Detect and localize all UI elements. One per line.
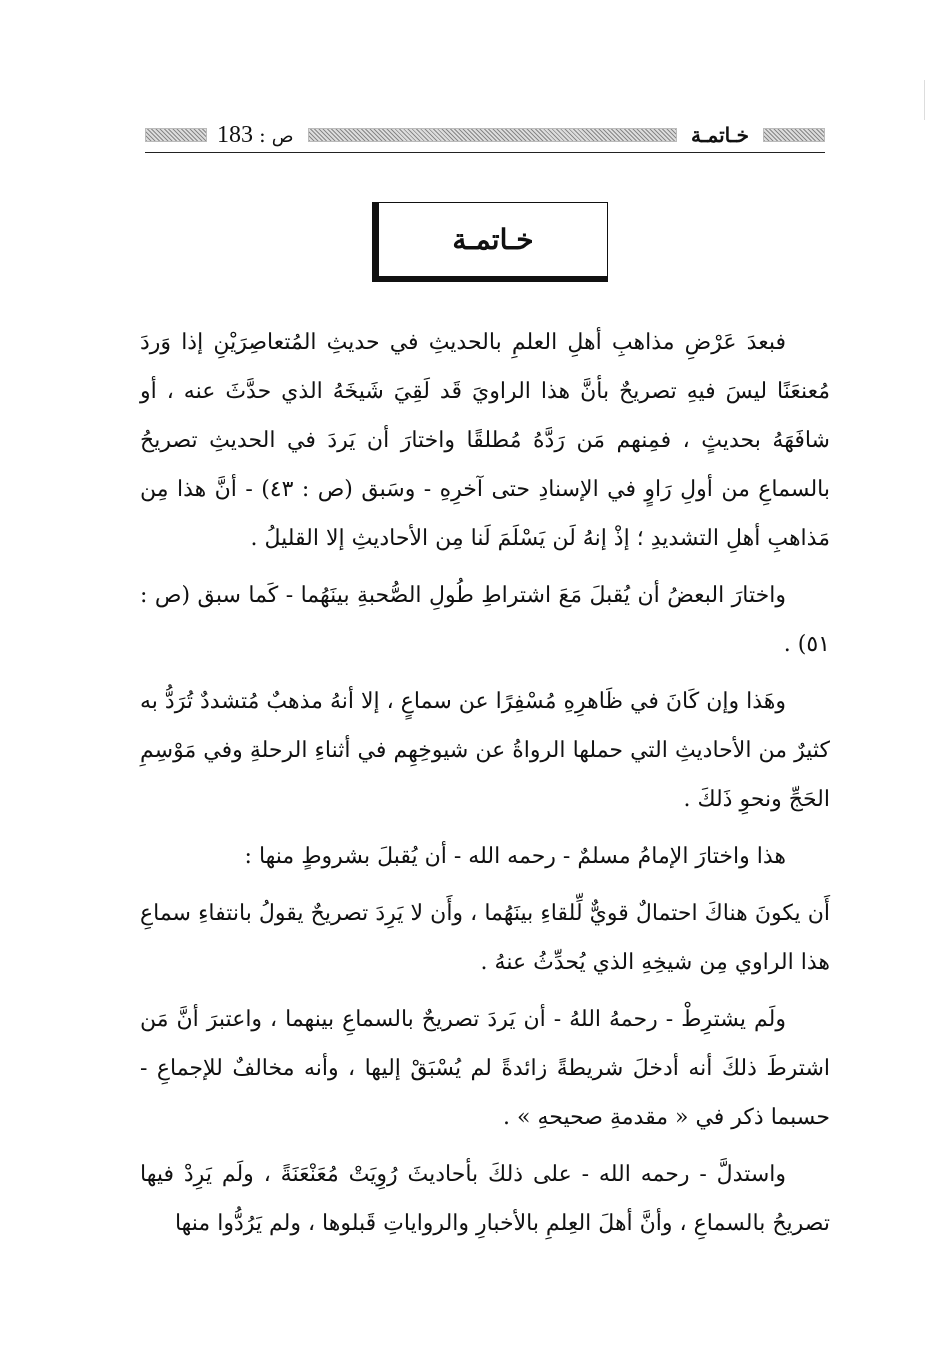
paragraph: وهَذا وإن كَانَ في ظَاهرِهِ مُسْفِرًا عن سماعٍ ، إلا أنهُ مذهبٌ مُتشددٌ تُرَدُّ به كثيرٌ من الأحاديثِ التي حملها الرواةُ عن شيوخِهِم في أثناءِ الرحلةِ وفي مَوْسِمِ الحَجِّ ونحوِ ذَلكَ . [140,689,830,812]
header-ornament-middle [308,128,677,142]
header-ornament-left [145,128,207,142]
body-text [140,318,830,1256]
running-title: خـاتمـة [690,123,749,147]
header-ornament-right [763,128,825,142]
paragraph: ولَم يشترِطْ - رحمهُ اللهُ - أن يَردَ تصريحٌ بالسماعِ بينهما ، واعتبرَ أنَّ مَن اشترطَ ذلكَ أنه أدخلَ شريطةً زائدةً لم يُسْبَقْ إليها ، وأنه مخالفٌ للإجماعِ - حسبما ذكر في « مقدمةِ صحيحهِ » . [140,1007,830,1130]
page-number-colon: : [259,122,266,147]
margin-mark [924,80,925,120]
paragraph: واختارَ البعضُ أن يُقبلَ مَعَ اشتراطِ طُولِ الصُّحبةِ بينَهُما - كَما سبق (ص : ٥١) . [140,583,830,657]
page-header [145,118,825,153]
chapter-title-box [372,202,608,282]
page-label: ص [271,125,294,147]
paragraph: أَن يكونَ هناكَ احتمالٌ قويٌّ لِّلقاءِ بينَهُما ، وأَن لا يَرِدَ تصريحٌ يقولُ بانتفاءِ سماعِ هذا الراوي مِن شيخِهِ الذي يُحدِّثُ عنهُ . [140,901,830,975]
paragraph: واستدلَّ - رحمه الله - على ذلكَ بأحاديثَ رُوِيَتْ مُعَنْعَنَةً ، ولَم يَرِدْ فيها تصريحُ بالسماعِ ، وأنَّ أهلَ العِلمِ بالأخبارِ والرواياتِ قَبلوها ، ولم يَرُدُّوا منها [140,1162,830,1236]
chapter-title: خـاتمـة [452,223,534,256]
paragraph: هذا واختارَ الإمامُ مسلمٌ - رحمه الله - أن يُقبلَ بشروطٍ منها : [244,844,786,869]
paragraph: فبعدَ عَرْضِ مذاهبِ أهلِ العلمِ بالحديثِ في حديثِ المُتعاصِرَيْنِ إذا وَردَ مُعنعَنًا ليسَ فيهِ تصريحٌ بأنَّ هذا الراويَ قَد لَقِيَ شَيخَهُ الذي حدَّثَ عنه ، أو شافَهَهُ بحديثٍ ، فمِنهم مَن رَدَّهُ مُطلقًا واختارَ أن يَردَ في الحديثِ تصريحُ بالسماعِ من أولِ رَاوٍ في الإسنادِ حتى آخرِهِ - وسَبق (ص : ٤٣) - أنَّ هذا مِن مَذاهبِ أهلِ التشديدِ ؛ إذْ إنهُ لَن يَسْلَمَ لَنا مِن الأحاديثِ إلا القليلُ . [140,330,830,551]
page-number: 183 [217,121,253,148]
page-number-group [217,122,294,149]
